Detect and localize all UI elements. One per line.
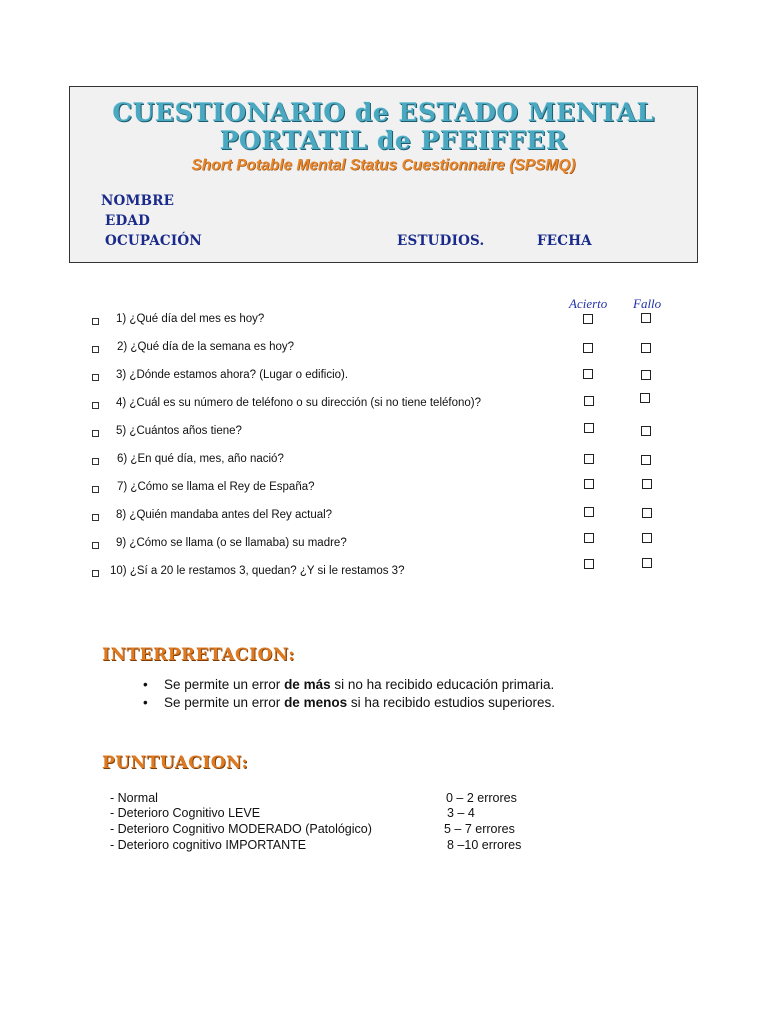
question-text: 8) ¿Quién mandaba antes del Rey actual? bbox=[116, 509, 333, 521]
acierto-checkbox[interactable] bbox=[584, 396, 594, 406]
interp-text-pre: Se permite un error bbox=[164, 695, 285, 710]
field-estudios: ESTUDIOS. bbox=[397, 233, 485, 249]
acierto-checkbox[interactable] bbox=[584, 423, 594, 433]
question-text: 7) ¿Cómo se llama el Rey de España? bbox=[117, 481, 315, 493]
field-nombre: NOMBRE bbox=[101, 193, 175, 209]
score-label: - Deterioro Cognitivo MODERADO (Patológico) bbox=[110, 822, 372, 836]
interpretacion-list bbox=[140, 676, 555, 712]
interp-text-bold: de menos bbox=[284, 695, 348, 710]
acierto-checkbox[interactable] bbox=[584, 479, 594, 489]
score-label: - Normal bbox=[110, 791, 158, 805]
question-text: 2) ¿Qué día de la semana es hoy? bbox=[117, 341, 295, 353]
fallo-checkbox[interactable] bbox=[642, 508, 652, 518]
question-row bbox=[0, 313, 768, 333]
title-line-2: PORTATIL de PFEIFFER bbox=[219, 126, 568, 155]
interp-text-post: si no ha recibido educación primaria. bbox=[330, 677, 555, 692]
question-row bbox=[0, 397, 768, 417]
score-value: 5 – 7 errores bbox=[444, 822, 515, 836]
field-ocupacion: OCUPACIÓN bbox=[105, 233, 202, 249]
fallo-checkbox[interactable] bbox=[640, 393, 650, 403]
question-row bbox=[0, 565, 768, 585]
square-bullet-icon bbox=[92, 430, 99, 437]
interpretacion-title: INTERPRETACION: bbox=[102, 645, 296, 665]
acierto-checkbox[interactable] bbox=[583, 343, 593, 353]
fallo-checkbox[interactable] bbox=[642, 479, 652, 489]
square-bullet-icon bbox=[92, 402, 99, 409]
interp-text-post: si ha recibido estudios superiores. bbox=[347, 695, 555, 710]
question-row bbox=[0, 425, 768, 445]
list-item bbox=[140, 676, 555, 694]
fallo-checkbox[interactable] bbox=[641, 313, 651, 323]
question-text: 5) ¿Cuántos años tiene? bbox=[116, 425, 242, 437]
question-row bbox=[0, 341, 768, 361]
field-edad: EDAD bbox=[105, 213, 150, 229]
square-bullet-icon bbox=[92, 542, 99, 549]
acierto-checkbox[interactable] bbox=[584, 454, 594, 464]
fallo-checkbox[interactable] bbox=[642, 558, 652, 568]
acierto-checkbox[interactable] bbox=[584, 507, 594, 517]
score-label: - Deterioro cognitivo IMPORTANTE bbox=[110, 838, 307, 852]
question-row bbox=[0, 509, 768, 529]
bullet-icon: • bbox=[143, 677, 148, 692]
score-value: 3 – 4 bbox=[447, 806, 475, 820]
acierto-checkbox[interactable] bbox=[583, 369, 593, 379]
interp-text-bold: de más bbox=[284, 677, 331, 692]
acierto-checkbox[interactable] bbox=[584, 559, 594, 569]
score-value: 0 – 2 errores bbox=[446, 791, 517, 805]
bullet-icon: • bbox=[143, 695, 148, 710]
question-text: 3) ¿Dónde estamos ahora? (Lugar o edificio). bbox=[116, 369, 349, 381]
score-label: - Deterioro Cognitivo LEVE bbox=[110, 806, 261, 820]
list-item bbox=[140, 694, 555, 712]
question-text: 10) ¿Sí a 20 le restamos 3, quedan? ¿Y si le restamos 3? bbox=[110, 565, 405, 577]
question-text: 6) ¿En qué día, mes, año nació? bbox=[117, 453, 284, 465]
header-box bbox=[69, 86, 698, 263]
square-bullet-icon bbox=[92, 374, 99, 381]
acierto-checkbox[interactable] bbox=[583, 314, 593, 324]
question-row bbox=[0, 537, 768, 557]
puntuacion-title: PUNTUACION: bbox=[102, 753, 249, 773]
square-bullet-icon bbox=[92, 570, 99, 577]
question-text: 4) ¿Cuál es su número de teléfono o su dirección (si no tiene teléfono)? bbox=[116, 397, 482, 409]
column-header-acierto: Acierto bbox=[569, 296, 608, 311]
fallo-checkbox[interactable] bbox=[641, 370, 651, 380]
question-text: 1) ¿Qué día del mes es hoy? bbox=[116, 313, 265, 325]
score-row bbox=[110, 838, 670, 854]
field-fecha: FECHA bbox=[537, 233, 592, 249]
fallo-checkbox[interactable] bbox=[642, 533, 652, 543]
score-row bbox=[110, 822, 670, 838]
acierto-checkbox[interactable] bbox=[584, 533, 594, 543]
score-value: 8 –10 errores bbox=[447, 838, 522, 852]
fallo-checkbox[interactable] bbox=[641, 426, 651, 436]
square-bullet-icon bbox=[92, 514, 99, 521]
fallo-checkbox[interactable] bbox=[641, 343, 651, 353]
square-bullet-icon bbox=[92, 346, 99, 353]
score-row bbox=[110, 791, 670, 807]
question-row bbox=[0, 453, 768, 473]
question-row bbox=[0, 369, 768, 389]
square-bullet-icon bbox=[92, 458, 99, 465]
square-bullet-icon bbox=[92, 486, 99, 493]
subtitle: Short Potable Mental Status Cuestionnaire (SPSMQ) bbox=[191, 157, 576, 174]
question-row bbox=[0, 481, 768, 501]
fallo-checkbox[interactable] bbox=[641, 455, 651, 465]
interp-text-pre: Se permite un error bbox=[164, 677, 285, 692]
title-line-1: CUESTIONARIO de ESTADO MENTAL bbox=[112, 98, 655, 127]
column-header-fallo: Fallo bbox=[633, 296, 662, 311]
square-bullet-icon bbox=[92, 318, 99, 325]
score-row bbox=[110, 806, 670, 822]
question-text: 9) ¿Cómo se llama (o se llamaba) su madre? bbox=[116, 537, 347, 549]
